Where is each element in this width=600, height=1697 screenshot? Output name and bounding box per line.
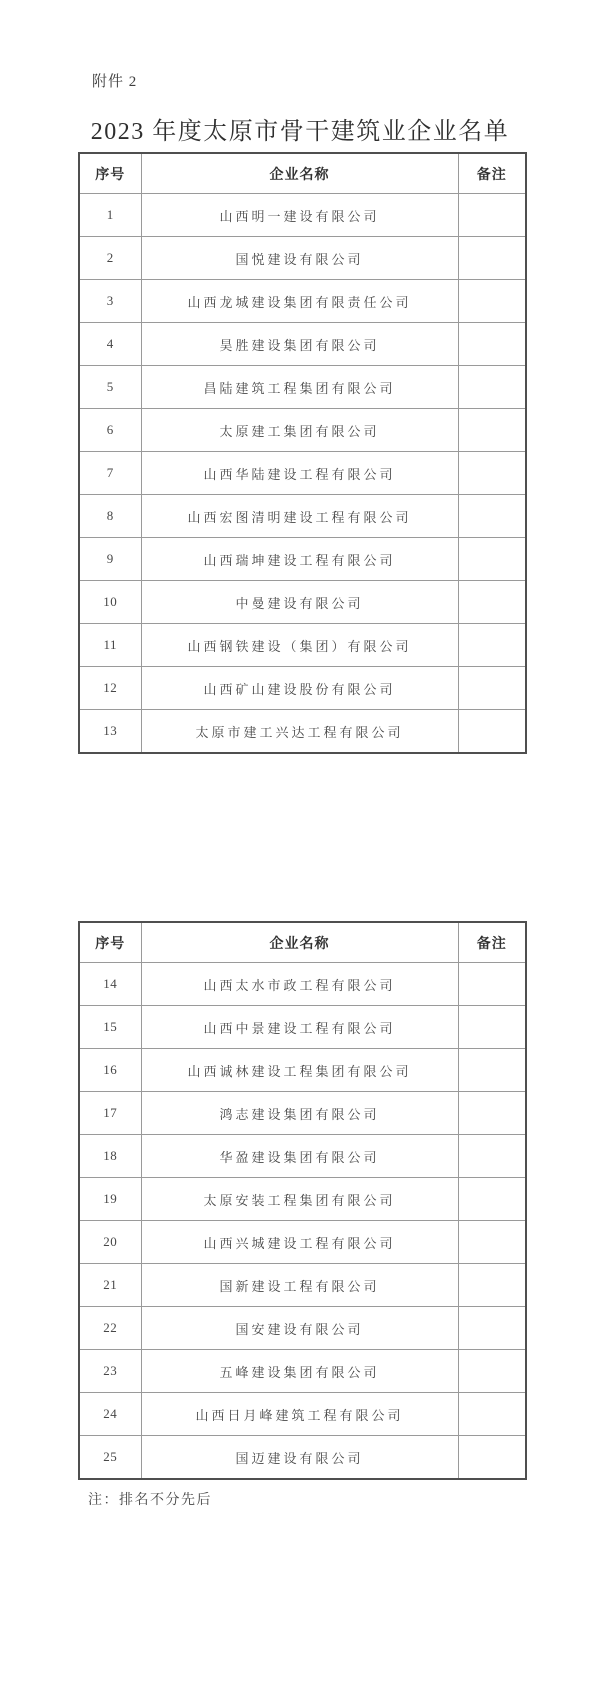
cell-serial: 17 [79,1092,141,1135]
table-2-header [79,922,526,963]
cell-company-name: 国新建设工程有限公司 [141,1264,458,1307]
column-header-remark: 备注 [458,922,526,963]
cell-serial: 12 [79,667,141,710]
column-header-company-name: 企业名称 [141,153,458,194]
table-row [79,581,526,624]
cell-serial: 8 [79,495,141,538]
cell-remark [458,237,526,280]
cell-remark [458,710,526,754]
cell-company-name: 山西矿山建设股份有限公司 [141,667,458,710]
cell-company-name: 鸿志建设集团有限公司 [141,1092,458,1135]
cell-company-name: 山西诚林建设工程集团有限公司 [141,1049,458,1092]
cell-remark [458,581,526,624]
cell-serial: 10 [79,581,141,624]
cell-serial: 21 [79,1264,141,1307]
cell-serial: 24 [79,1393,141,1436]
cell-serial: 9 [79,538,141,581]
cell-remark [458,1049,526,1092]
cell-company-name: 山西瑞坤建设工程有限公司 [141,538,458,581]
table-row [79,366,526,409]
cell-serial: 20 [79,1221,141,1264]
cell-remark [458,963,526,1006]
table-row [79,1006,526,1049]
cell-company-name: 华盈建设集团有限公司 [141,1135,458,1178]
cell-serial: 2 [79,237,141,280]
header-row [79,153,526,194]
cell-company-name: 太原建工集团有限公司 [141,409,458,452]
cell-serial: 5 [79,366,141,409]
cell-serial: 25 [79,1436,141,1480]
table-row [79,1221,526,1264]
company-table-1 [78,152,527,754]
table-row [79,624,526,667]
cell-serial: 14 [79,963,141,1006]
cell-company-name: 太原安装工程集团有限公司 [141,1178,458,1221]
table-row [79,194,526,237]
table-2-body [79,963,526,1480]
table-row [79,1436,526,1480]
cell-company-name: 山西钢铁建设（集团）有限公司 [141,624,458,667]
cell-company-name: 昌陆建筑工程集团有限公司 [141,366,458,409]
cell-serial: 1 [79,194,141,237]
cell-remark [458,1135,526,1178]
cell-company-name: 中曼建设有限公司 [141,581,458,624]
cell-remark [458,452,526,495]
cell-remark [458,495,526,538]
table-row [79,409,526,452]
column-header-index: 序号 [79,922,141,963]
header-row [79,922,526,963]
table-row [79,1307,526,1350]
cell-company-name: 山西中景建设工程有限公司 [141,1006,458,1049]
cell-remark [458,1092,526,1135]
table-row [79,323,526,366]
cell-company-name: 山西明一建设有限公司 [141,194,458,237]
cell-company-name: 昊胜建设集团有限公司 [141,323,458,366]
cell-remark [458,1350,526,1393]
cell-company-name: 国迈建设有限公司 [141,1436,458,1480]
table-row [79,452,526,495]
column-header-company-name: 企业名称 [141,922,458,963]
cell-remark [458,1393,526,1436]
cell-remark [458,1307,526,1350]
footnote: 注：排名不分先后 [88,1493,212,1508]
cell-serial: 4 [79,323,141,366]
cell-serial: 3 [79,280,141,323]
table-row [79,280,526,323]
page-title: 2023 年度太原市骨干建筑业企业名单 [90,119,510,145]
cell-serial: 15 [79,1006,141,1049]
cell-company-name: 国悦建设有限公司 [141,237,458,280]
cell-remark [458,538,526,581]
table-row [79,1350,526,1393]
cell-remark [458,366,526,409]
cell-company-name: 国安建设有限公司 [141,1307,458,1350]
cell-remark [458,194,526,237]
cell-company-name: 太原市建工兴达工程有限公司 [141,710,458,754]
cell-serial: 16 [79,1049,141,1092]
cell-company-name: 山西龙城建设集团有限责任公司 [141,280,458,323]
cell-company-name: 山西兴城建设工程有限公司 [141,1221,458,1264]
company-table-2 [78,921,527,1480]
cell-remark [458,1264,526,1307]
table-row [79,963,526,1006]
table-row [79,1049,526,1092]
table-row [79,710,526,754]
cell-serial: 22 [79,1307,141,1350]
column-header-remark: 备注 [458,153,526,194]
cell-remark [458,1006,526,1049]
cell-serial: 7 [79,452,141,495]
cell-remark [458,1221,526,1264]
cell-serial: 6 [79,409,141,452]
cell-company-name: 山西宏图清明建设工程有限公司 [141,495,458,538]
table-row [79,1178,526,1221]
cell-company-name: 山西太水市政工程有限公司 [141,963,458,1006]
column-header-index: 序号 [79,153,141,194]
cell-remark [458,280,526,323]
table-row [79,1264,526,1307]
table-1-body [79,194,526,754]
table-row [79,1135,526,1178]
table-row [79,1393,526,1436]
cell-remark [458,1178,526,1221]
cell-serial: 13 [79,710,141,754]
cell-remark [458,1436,526,1480]
cell-serial: 19 [79,1178,141,1221]
cell-serial: 23 [79,1350,141,1393]
table-row [79,1092,526,1135]
cell-remark [458,409,526,452]
cell-serial: 18 [79,1135,141,1178]
cell-company-name: 五峰建设集团有限公司 [141,1350,458,1393]
cell-company-name: 山西华陆建设工程有限公司 [141,452,458,495]
cell-remark [458,624,526,667]
cell-remark [458,323,526,366]
cell-serial: 11 [79,624,141,667]
table-1-header [79,153,526,194]
cell-remark [458,667,526,710]
table-row [79,237,526,280]
attachment-label: 附件 2 [92,74,138,90]
cell-company-name: 山西日月峰建筑工程有限公司 [141,1393,458,1436]
table-row [79,495,526,538]
table-row [79,538,526,581]
table-row [79,667,526,710]
